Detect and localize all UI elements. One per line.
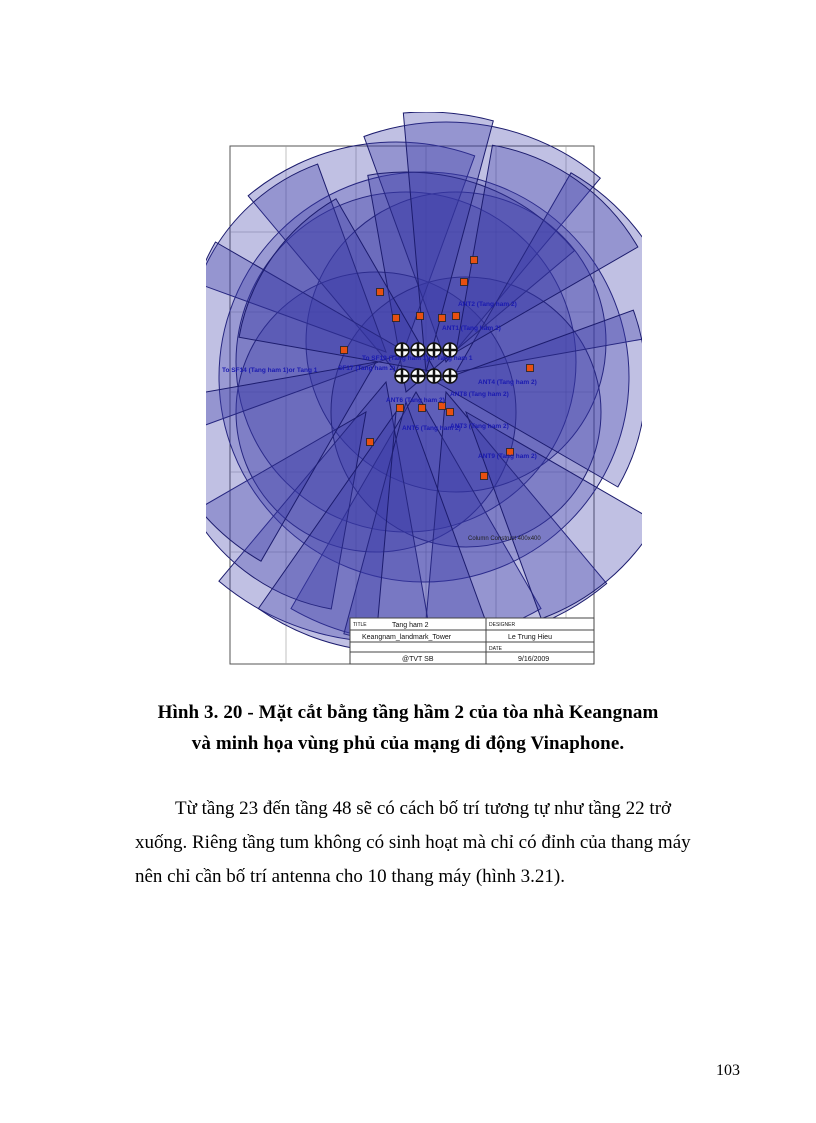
antenna-marker — [341, 347, 348, 354]
antenna-marker — [397, 405, 404, 412]
paragraph-text-1: Từ tầng 23 đến tầng 48 sẽ có cách bố trí tương tự như tầng 22 trở — [175, 798, 672, 819]
antenna-label: ANT2 (Tang ham 2) — [458, 301, 517, 308]
antenna-marker — [527, 365, 534, 372]
title-block — [350, 618, 594, 664]
antenna-label: ANT3 (Tang ham 2) — [450, 423, 509, 430]
tb-title-key: TITLE — [353, 622, 367, 628]
tb-date: 9/16/2009 — [518, 656, 550, 663]
antenna-label: ANT9 (Tang ham 2) — [478, 453, 537, 460]
antenna-label: To SF14 (Tang ham 1)or Tang 1 — [222, 367, 318, 374]
figure-floor-plan-coverage — [206, 112, 642, 688]
antenna-label: To SF19 (Tang ham 1)or Tang ham 1 — [362, 355, 473, 362]
paragraph-line-2: xuống. Riêng tầng tum không có sinh hoạt mà chỉ có đỉnh của thang máy — [135, 832, 691, 853]
tb-project: Keangnam_landmark_Tower — [362, 634, 452, 641]
antenna-label: ANT6 (Tang ham 2) — [386, 397, 445, 404]
page-number: 103 — [716, 1062, 740, 1079]
antenna-marker — [481, 473, 488, 480]
antenna-label: ANT1 (Tang ham 2) — [442, 325, 501, 332]
antenna-marker — [393, 315, 400, 322]
figure-caption-line-1: Hình 3. 20 - Mặt cắt bằng tầng hầm 2 của tòa nhà Keangnam — [157, 702, 659, 723]
antenna-label: ANT5 (Tang ham 2) — [402, 425, 461, 432]
antenna-label: ANT4 (Tang ham 2) — [478, 379, 537, 386]
antenna-marker — [453, 313, 460, 320]
antenna-marker — [377, 289, 384, 296]
antenna-marker — [471, 257, 478, 264]
tb-designer: Le Trung Hieu — [508, 634, 552, 641]
antenna-label: ANT8 (Tang ham 2) — [450, 391, 509, 398]
antenna-marker — [367, 439, 374, 446]
tb-designer-key: DESIGNER — [489, 622, 516, 628]
paragraph-line-3: nên chỉ cần bố trí antenna cho 10 thang máy (hình 3.21). — [135, 866, 566, 887]
antenna-marker — [417, 313, 424, 320]
coverage-areas — [206, 112, 642, 651]
column-note: Column Construct 400x400 — [468, 536, 541, 542]
figure-caption-line-2: và minh họa vùng phủ của mạng di động Vinaphone. — [191, 733, 625, 754]
antenna-marker — [419, 405, 426, 412]
tb-date-key: DATE — [489, 646, 502, 652]
antenna-label: SF17 (Tang ham 2) — [338, 365, 396, 372]
tb-company: @TVT SB — [402, 656, 434, 663]
antenna-marker — [461, 279, 468, 286]
antenna-marker — [447, 409, 454, 416]
paragraph-line-1 — [135, 792, 695, 826]
antenna-marker — [439, 315, 446, 322]
tb-title: Tang ham 2 — [392, 622, 429, 629]
